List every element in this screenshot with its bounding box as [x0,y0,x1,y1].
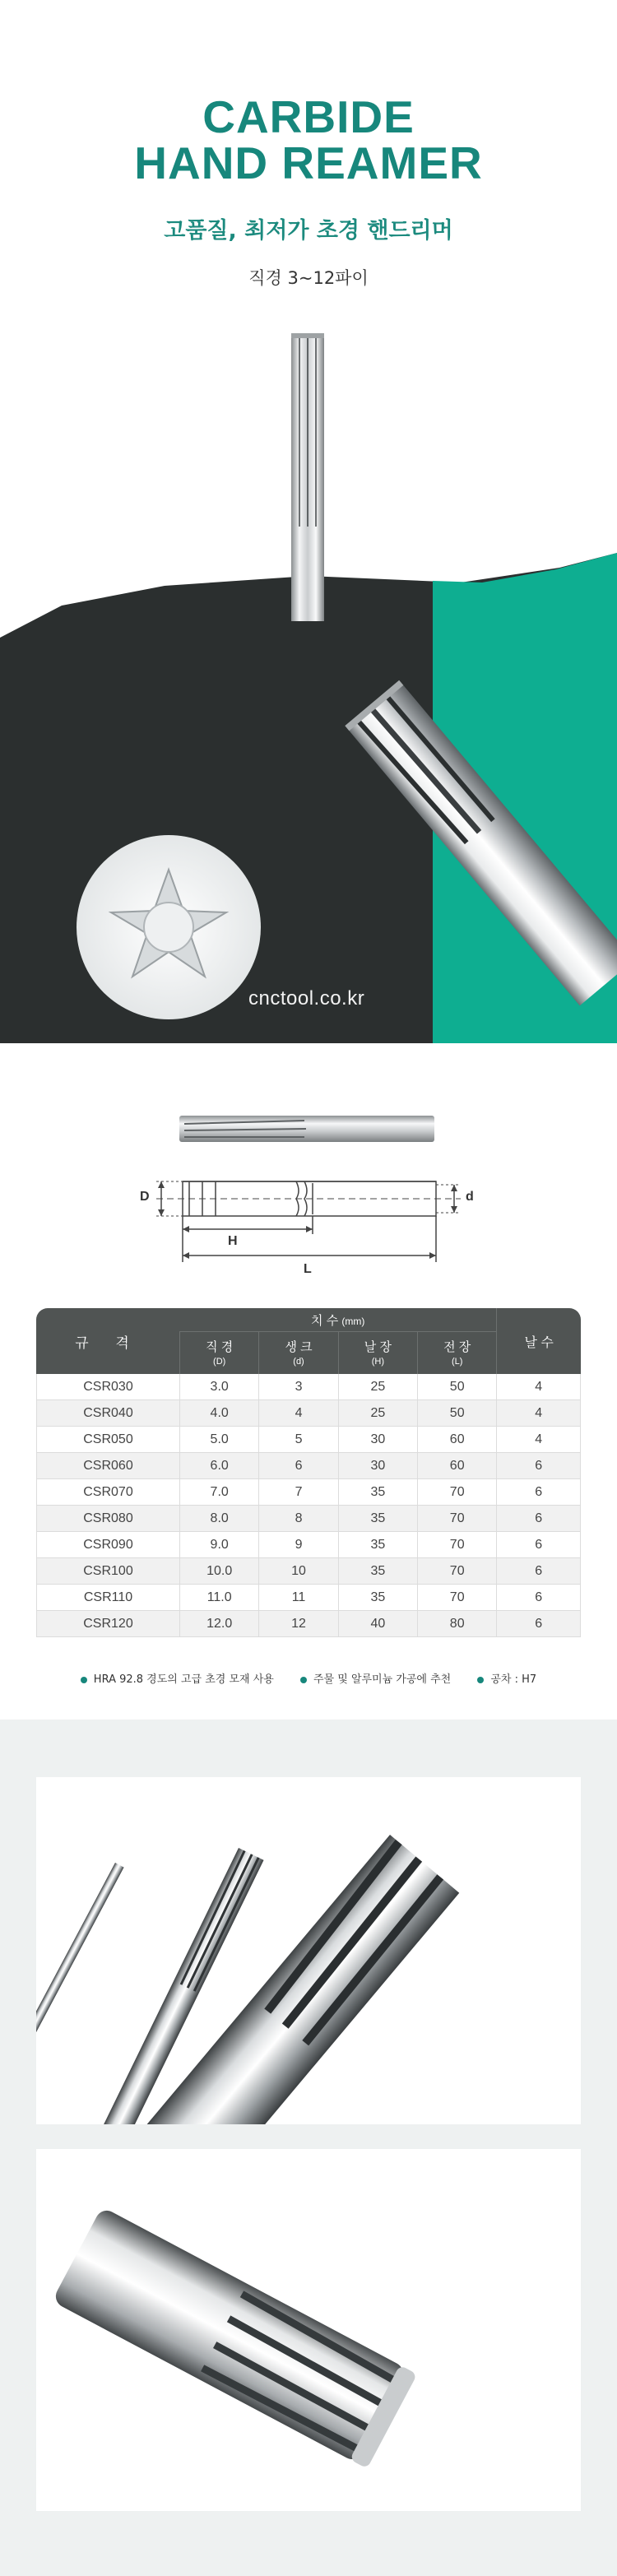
product-photo-reamer-tip [36,2149,581,2511]
spec-value-cell: 4 [258,1400,337,1427]
spec-row [36,1611,581,1637]
spec-value-cell: 70 [417,1506,496,1532]
spec-value-cell: 7 [258,1479,337,1506]
spec-row [36,1506,581,1532]
bullet-dot-icon [477,1677,484,1683]
spec-value-cell: 70 [417,1585,496,1611]
spec-value-cell: 6 [496,1558,581,1585]
spec-code-cell: CSR120 [36,1611,179,1637]
spec-value-cell: 12.0 [179,1611,258,1637]
vertical-reamer-image [291,333,324,621]
spec-value-cell: 3.0 [179,1374,258,1400]
hero-subtitle: 고품질, 최저가 초경 핸드리머 [164,218,453,244]
spec-row [36,1585,581,1611]
hero-title-line2: HAND REAMER [134,137,483,188]
spec-value-cell: 9.0 [179,1532,258,1558]
spec-code-cell: CSR110 [36,1585,179,1611]
spec-value-cell: 4 [496,1374,581,1400]
hero-diameter-text: 직경 3~12파이 [248,268,369,288]
spec-value-cell: 12 [258,1611,337,1637]
spec-code-cell: CSR030 [36,1374,179,1400]
spec-row [36,1479,581,1506]
spec-value-cell: 4 [496,1400,581,1427]
dimension-diagram [0,1043,617,1290]
spec-code-cell: CSR090 [36,1532,179,1558]
dim-label-H: H [228,1234,238,1248]
hero-section [0,0,617,1043]
gallery-section [0,1720,617,2576]
spec-value-cell: 4 [496,1427,581,1453]
spec-value-cell: 40 [338,1611,417,1637]
reamer-end-view [77,835,261,1019]
spec-value-cell: 6 [496,1611,581,1637]
spec-value-cell: 70 [417,1558,496,1585]
spec-value-cell: 6 [496,1506,581,1532]
spec-value-cell: 30 [338,1427,417,1453]
spec-value-cell: 6 [496,1479,581,1506]
spec-value-cell: 6 [496,1453,581,1479]
spec-value-cell: 6 [258,1453,337,1479]
spec-row [36,1532,581,1558]
spec-value-cell: 5.0 [179,1427,258,1453]
spec-value-cell: 11.0 [179,1585,258,1611]
spec-table-body [36,1374,581,1637]
product-photo-three-reamers [36,1777,581,2124]
spec-row [36,1558,581,1585]
reamer-side-image [179,1116,434,1142]
spec-value-cell: 5 [258,1427,337,1453]
spec-section [0,1043,617,1720]
bullet-dot-icon [300,1677,307,1683]
dim-label-L: L [304,1262,312,1276]
note-item: HRA 92.8 경도의 고급 초경 모재 사용 [81,1670,274,1686]
spec-value-cell: 6.0 [179,1453,258,1479]
spec-value-cell: 60 [417,1427,496,1453]
header-flutes: 날 수 [496,1308,581,1374]
spec-value-cell: 50 [417,1374,496,1400]
dim-label-d: d [466,1190,474,1204]
spec-row [36,1427,581,1453]
spec-value-cell: 60 [417,1453,496,1479]
header-dimension: 치 수 (mm) [179,1308,496,1331]
spec-value-cell: 35 [338,1558,417,1585]
spec-row [36,1374,581,1400]
spec-value-cell: 70 [417,1532,496,1558]
diagonal-reamer-image [345,680,617,1005]
spec-code-cell: CSR050 [36,1427,179,1453]
spec-value-cell: 35 [338,1532,417,1558]
header-col-diameter: 직 경 (D) [179,1331,258,1374]
spec-code-cell: CSR070 [36,1479,179,1506]
spec-value-cell: 6 [496,1532,581,1558]
spec-value-cell: 10.0 [179,1558,258,1585]
spec-value-cell: 50 [417,1400,496,1427]
spec-code-cell: CSR080 [36,1506,179,1532]
spec-value-cell: 4.0 [179,1400,258,1427]
spec-value-cell: 8.0 [179,1506,258,1532]
hero-tool-illustration [0,0,617,1043]
spec-row [36,1400,581,1427]
spec-value-cell: 80 [417,1611,496,1637]
spec-value-cell: 6 [496,1585,581,1611]
spec-value-cell: 8 [258,1506,337,1532]
spec-value-cell: 10 [258,1558,337,1585]
header-col-shank: 생 크 (d) [258,1331,337,1374]
spec-value-cell: 7.0 [179,1479,258,1506]
bullet-dot-icon [81,1677,87,1683]
spec-value-cell: 9 [258,1532,337,1558]
spec-value-cell: 35 [338,1506,417,1532]
spec-code-cell: CSR100 [36,1558,179,1585]
feature-notes [0,1670,617,1686]
spec-value-cell: 25 [338,1374,417,1400]
header-spec: 규 격 [36,1308,179,1374]
header-col-flute-length: 날 장 (H) [338,1331,417,1374]
reamer-line-drawing [156,1181,461,1262]
spec-value-cell: 3 [258,1374,337,1400]
spec-row [36,1453,581,1479]
header-col-total-length: 전 장 (L) [417,1331,496,1374]
dim-label-D: D [140,1190,150,1204]
spec-code-cell: CSR060 [36,1453,179,1479]
spec-code-cell: CSR040 [36,1400,179,1427]
spec-value-cell: 70 [417,1479,496,1506]
spec-value-cell: 11 [258,1585,337,1611]
spec-value-cell: 30 [338,1453,417,1479]
website-url[interactable]: cnctool.co.kr [248,987,365,1010]
spec-table [36,1308,581,1637]
spec-value-cell: 35 [338,1585,417,1611]
note-item: 주물 및 알루미늄 가공에 추천 [300,1670,451,1686]
note-item: 공차 : H7 [477,1670,536,1686]
hero-title-line1: CARBIDE [202,91,415,142]
spec-value-cell: 25 [338,1400,417,1427]
spec-value-cell: 35 [338,1479,417,1506]
